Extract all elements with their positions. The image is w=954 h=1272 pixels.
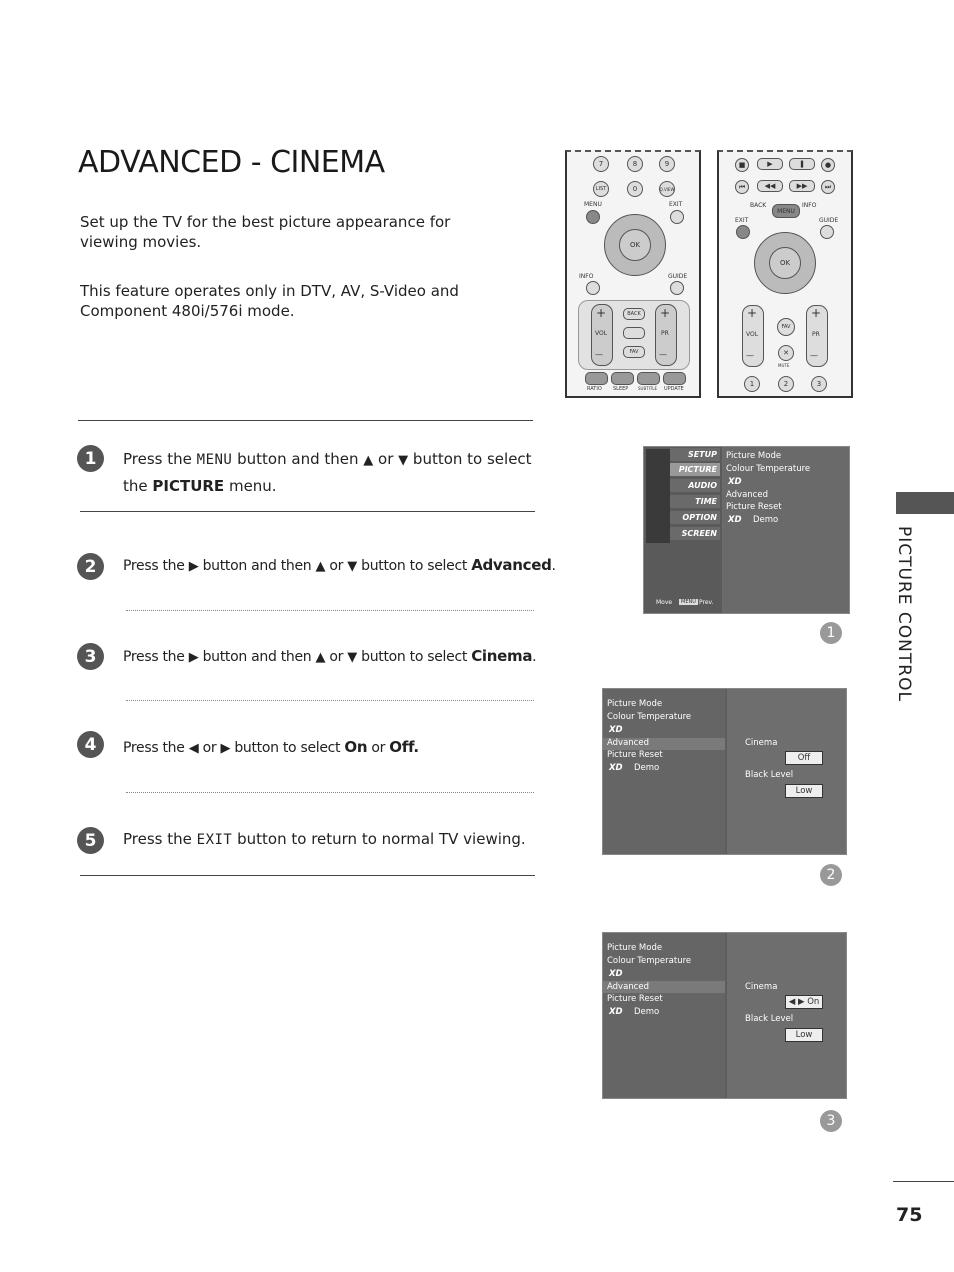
dotted-divider-3 bbox=[126, 700, 534, 701]
step-number-2: 2 bbox=[77, 553, 104, 580]
step-1-line-2: the PICTURE menu. bbox=[123, 477, 277, 495]
black-level-value-3: Low bbox=[785, 1028, 823, 1042]
divider-step1 bbox=[80, 511, 535, 512]
step-5-text: Press the EXIT button to return to normal TV viewing. bbox=[123, 830, 526, 848]
cinema-value-3: ◀ ▶ On bbox=[785, 995, 823, 1009]
cinema-label-3: Cinema bbox=[745, 982, 778, 992]
items-column-3 bbox=[603, 933, 725, 1098]
info-key bbox=[586, 281, 600, 295]
fast-forward-key: ▶▶ bbox=[789, 180, 815, 192]
settings-column-2 bbox=[727, 689, 846, 854]
step-2-text: Press the ▶ button and then ▲ or ▼ button to select Advanced. bbox=[123, 556, 556, 574]
items-column-2 bbox=[603, 689, 725, 854]
right-arrow-icon: ▶ bbox=[220, 741, 231, 756]
section-side-label: PICTURE CONTROL bbox=[894, 526, 914, 702]
advanced-menu-screen-on bbox=[602, 932, 847, 1099]
vol-minus: — bbox=[595, 350, 603, 359]
fav-key-right: FAV bbox=[777, 318, 795, 336]
step-number-3: 3 bbox=[77, 643, 104, 670]
remote-control-right bbox=[717, 150, 853, 398]
key-9: 9 bbox=[659, 156, 675, 172]
guide-key bbox=[670, 281, 684, 295]
item-picture-mode-3: Picture Mode bbox=[607, 943, 663, 953]
footer-move: Move bbox=[656, 599, 673, 606]
figure-number-1: 1 bbox=[820, 622, 842, 644]
advanced-menu-screen-off bbox=[602, 688, 847, 855]
remote-control-left bbox=[565, 150, 701, 398]
tab-screen: SCREEN bbox=[670, 527, 720, 540]
cinema-value-2: Off bbox=[785, 751, 823, 765]
label-pr: PR bbox=[661, 330, 669, 337]
item-xd-demo-logo-3: XD bbox=[609, 1007, 623, 1017]
guide-key-right bbox=[820, 225, 834, 239]
label-ratio: RATIO bbox=[587, 386, 602, 392]
page-number-rule bbox=[893, 1181, 954, 1182]
menu-keyword: MENU bbox=[196, 452, 233, 468]
item-xd-demo-logo: XD bbox=[728, 515, 742, 525]
vol-minus-right: — bbox=[746, 351, 754, 360]
step-3-text: Press the ▶ button and then ▲ or ▼ button to select Cinema. bbox=[123, 647, 537, 665]
step-number-5: 5 bbox=[77, 827, 104, 854]
vol-plus: + bbox=[596, 306, 607, 320]
cinema-label-2: Cinema bbox=[745, 738, 778, 748]
pause-key: ❚ bbox=[789, 158, 815, 170]
step-number-4: 4 bbox=[77, 731, 104, 758]
tab-setup: SETUP bbox=[670, 448, 720, 461]
label-exit-right: EXIT bbox=[735, 217, 749, 224]
step-1-line-1: Press the MENU button and then ▲ or ▼ button to select bbox=[123, 450, 532, 468]
sleep-key bbox=[611, 372, 634, 385]
key-7: 7 bbox=[593, 156, 609, 172]
item-advanced-3: Advanced bbox=[607, 982, 649, 992]
menu-icons-strip bbox=[646, 449, 670, 543]
key-8: 8 bbox=[627, 156, 643, 172]
update-key bbox=[663, 372, 686, 385]
tab-audio: AUDIO bbox=[670, 479, 720, 492]
tab-time: TIME bbox=[670, 495, 720, 508]
page-title: ADVANCED - CINEMA bbox=[78, 145, 385, 180]
intro-paragraph-2: This feature operates only in DTV, AV, S-Video and Component 480i/576i mode. bbox=[80, 282, 459, 320]
page-number: 75 bbox=[896, 1204, 923, 1226]
up-arrow-icon: ▲ bbox=[315, 650, 326, 665]
key-list: LIST bbox=[593, 181, 609, 197]
record-key: ● bbox=[821, 158, 835, 172]
step-number-1: 1 bbox=[77, 445, 104, 472]
picture-keyword: PICTURE bbox=[152, 477, 225, 495]
fav-key: FAV bbox=[623, 346, 645, 358]
down-arrow-icon: ▼ bbox=[347, 650, 357, 665]
item-demo-3: Demo bbox=[634, 1007, 660, 1017]
label-vol-right: VOL bbox=[746, 331, 759, 338]
key-3: 3 bbox=[811, 376, 827, 392]
item-advanced-2: Advanced bbox=[607, 738, 649, 748]
up-arrow-icon: ▲ bbox=[315, 559, 326, 574]
pr-minus: — bbox=[659, 350, 667, 359]
label-info-right: INFO bbox=[802, 202, 817, 209]
divider-top bbox=[78, 420, 533, 421]
tab-option: OPTION bbox=[670, 511, 720, 524]
picture-menu-screen bbox=[643, 446, 850, 614]
item-xd-logo: XD bbox=[728, 477, 742, 487]
black-level-label-3: Black Level bbox=[745, 1014, 794, 1024]
menu-key-right: MENU bbox=[772, 204, 800, 218]
settings-column-3 bbox=[727, 933, 846, 1098]
item-colour-temperature-3: Colour Temperature bbox=[607, 956, 692, 966]
item-advanced: Advanced bbox=[726, 490, 768, 500]
label-info: INFO bbox=[579, 273, 594, 280]
menu-tab-column bbox=[644, 447, 722, 613]
item-colour-temperature: Colour Temperature bbox=[726, 464, 811, 474]
black-level-label-2: Black Level bbox=[745, 770, 794, 780]
dotted-divider-4 bbox=[126, 792, 534, 793]
advanced-keyword: Advanced bbox=[471, 556, 552, 574]
exit-key bbox=[670, 210, 684, 224]
right-arrow-icon: ▶ bbox=[188, 559, 199, 574]
footer-menu-key: MENU bbox=[681, 599, 696, 605]
ok-key-right: OK bbox=[769, 247, 801, 279]
label-menu: MENU bbox=[584, 201, 602, 208]
label-update: UPDATE bbox=[664, 386, 684, 392]
item-xd-demo-logo-2: XD bbox=[609, 763, 623, 773]
label-back: BACK bbox=[750, 202, 767, 209]
up-arrow-icon: ▲ bbox=[363, 453, 374, 468]
pr-plus: + bbox=[660, 306, 671, 320]
item-xd-logo-3: XD bbox=[609, 969, 623, 979]
label-vol: VOL bbox=[595, 330, 608, 337]
item-picture-mode: Picture Mode bbox=[726, 451, 782, 461]
back-key: BACK bbox=[623, 308, 645, 320]
off-keyword: Off. bbox=[389, 738, 419, 756]
item-colour-temperature-2: Colour Temperature bbox=[607, 712, 692, 722]
footer-prev: Prev. bbox=[699, 599, 714, 606]
rewind-key: ◀◀ bbox=[757, 180, 783, 192]
mute-key: ✕ bbox=[778, 345, 794, 361]
label-sleep: SLEEP bbox=[613, 386, 629, 392]
step-4-text: Press the ◀ or ▶ button to select On or Off. bbox=[123, 738, 419, 756]
vol-plus-right: + bbox=[747, 306, 758, 320]
ratio-key bbox=[585, 372, 608, 385]
key-2: 2 bbox=[778, 376, 794, 392]
item-picture-reset: Picture Reset bbox=[726, 502, 782, 512]
right-arrow-icon: ▶ bbox=[188, 650, 199, 665]
ok-key: OK bbox=[619, 229, 651, 261]
item-picture-reset-2: Picture Reset bbox=[607, 750, 663, 760]
item-picture-reset-3: Picture Reset bbox=[607, 994, 663, 1004]
item-xd-logo-2: XD bbox=[609, 725, 623, 735]
exit-keyword: EXIT bbox=[196, 832, 233, 848]
figure-number-2: 2 bbox=[820, 864, 842, 886]
key-0: 0 bbox=[627, 181, 643, 197]
cinema-keyword: Cinema bbox=[471, 647, 533, 665]
divider-bottom bbox=[80, 875, 535, 876]
label-mute: MUTE bbox=[778, 363, 790, 368]
down-arrow-icon: ▼ bbox=[347, 559, 357, 574]
intro-paragraph-1: Set up the TV for the best picture appearance for viewing movies. bbox=[80, 213, 451, 251]
picture-items-column bbox=[723, 447, 849, 613]
label-exit: EXIT bbox=[669, 201, 683, 208]
tab-picture: PICTURE bbox=[670, 463, 720, 476]
exit-key-right bbox=[736, 225, 750, 239]
black-level-value-2: Low bbox=[785, 784, 823, 798]
label-guide: GUIDE bbox=[668, 273, 688, 280]
down-arrow-icon: ▼ bbox=[398, 453, 409, 468]
key-1: 1 bbox=[744, 376, 760, 392]
key-qview: Q.VIEW bbox=[659, 181, 675, 197]
figure-number-3: 3 bbox=[820, 1110, 842, 1132]
menu-key bbox=[586, 210, 600, 224]
item-demo-2: Demo bbox=[634, 763, 660, 773]
play-key: ▶ bbox=[757, 158, 783, 170]
blank-key bbox=[623, 327, 645, 339]
item-picture-mode-2: Picture Mode bbox=[607, 699, 663, 709]
label-pr-right: PR bbox=[812, 331, 820, 338]
stop-key: ■ bbox=[735, 158, 749, 172]
section-tab-marker bbox=[896, 492, 954, 514]
on-keyword: On bbox=[344, 738, 368, 756]
skip-back-key: ⏮ bbox=[735, 180, 749, 194]
subtitle-key bbox=[637, 372, 660, 385]
dotted-divider-2 bbox=[126, 610, 534, 611]
pr-plus-right: + bbox=[811, 306, 822, 320]
item-demo: Demo bbox=[753, 515, 779, 525]
skip-forward-key: ⏭ bbox=[821, 180, 835, 194]
pr-minus-right: — bbox=[810, 351, 818, 360]
label-guide-right: GUIDE bbox=[819, 217, 839, 224]
label-subtitle: SUBTITLE bbox=[638, 386, 658, 391]
left-arrow-icon: ◀ bbox=[188, 741, 199, 756]
